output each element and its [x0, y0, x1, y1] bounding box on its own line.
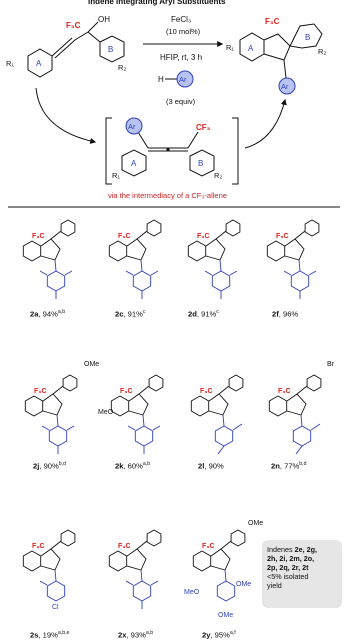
- product-r1-label: R₁: [226, 43, 234, 52]
- compound-caption-2j: 2j, 90%$^{b,d}$: [33, 461, 66, 471]
- from-intermediate-arrow: [245, 100, 285, 148]
- compound-caption-2k: 2k, 60%$^{a,b}$: [115, 461, 151, 471]
- intermediate-r2-label: R₂: [214, 171, 223, 180]
- reagent-catalyst: FeCl₃: [171, 15, 192, 24]
- compound-structure-2d: [188, 220, 240, 299]
- compound-f3c-label-2a: F₃C: [32, 233, 45, 240]
- br-label-2n: Br: [327, 361, 334, 368]
- compound-structure-2l: [191, 375, 243, 454]
- reagent-ar-label: Ar: [179, 75, 187, 84]
- ome-label-2y-right: OMe: [236, 581, 252, 588]
- compound-f3c-label-2x: F₃C: [118, 543, 131, 550]
- compound-structure-2k: [111, 375, 163, 454]
- reagent-arene-equiv: (3 equiv): [166, 97, 196, 106]
- compound-f3c-label-2d: F₃C: [197, 233, 210, 240]
- compound-f3c-label-2s: F₃C: [32, 543, 45, 550]
- compound-f3c-label-2l: F₃C: [200, 388, 213, 395]
- compound-structure-2j: [25, 375, 77, 454]
- product-r2-label: R₂: [318, 47, 327, 56]
- intermediate-ring-a-label: A: [131, 159, 137, 168]
- meo-label-2k: MeO: [98, 409, 114, 416]
- intermediate-caption: via the intermediacy of a CF₃-allene: [108, 191, 227, 200]
- ome-label-2y-bottom: OMe: [218, 612, 234, 619]
- compound-structure-2c: [109, 220, 161, 299]
- note-line5: yield: [267, 581, 282, 590]
- intermediate-ar-label: Ar: [128, 122, 136, 131]
- compound-structure-2a: [23, 220, 75, 299]
- meo-label-2y: MeO: [184, 589, 200, 596]
- compound-caption-2s: 2s, 19%$^{a,b,e}$: [30, 630, 70, 640]
- starting-ring-a-label: A: [36, 59, 42, 68]
- intermediate-cf3-label: CF₃: [196, 123, 211, 132]
- compound-caption-2l: 2l, 90%: [198, 461, 224, 471]
- compound-f3c-label-2n: F₃C: [278, 388, 291, 395]
- low-yield-note-box: [262, 540, 342, 608]
- intermediate-ring-b-label: B: [198, 159, 204, 168]
- reagent-conditions: HFIP, rt, 3 h: [160, 53, 203, 62]
- note-line4: <5% isolated: [267, 572, 309, 581]
- compound-caption-2a: 2a, 94%$^{a,b}$: [30, 309, 66, 319]
- compound-f3c-label-2j: F₃C: [34, 388, 47, 395]
- note-line1-bold: 2e, 2g,: [294, 545, 317, 554]
- starting-ring-b-label: B: [108, 45, 114, 54]
- compound-structure-2f: [267, 220, 319, 299]
- compound-caption-2y: 2y, 95%$^{a,f}$: [202, 630, 236, 640]
- compound-f3c-label-2y: F₃C: [202, 543, 215, 550]
- ome-label-2y-top: OMe: [248, 520, 264, 527]
- product-ring-b-label: B: [305, 33, 311, 42]
- compound-structure-2x: [109, 530, 161, 609]
- compound-caption-2f: 2f, 96%: [272, 309, 299, 319]
- compound-structure-2n: [269, 375, 321, 454]
- compound-caption-2n: 2n, 77%$^{b,d}$: [271, 461, 307, 471]
- intermediate-dot-icon: [166, 148, 169, 151]
- starting-r1-label: R₁: [6, 59, 14, 68]
- compound-f3c-label-2f: F₃C: [276, 233, 289, 240]
- compound-f3c-label-2k: F₃C: [120, 388, 133, 395]
- product-ar-label: Ar: [281, 82, 289, 91]
- product-ring-a-label: A: [248, 44, 254, 53]
- header-title-partial: Indene Integrating Aryl Substituents: [88, 0, 226, 6]
- ome-label-2j: OMe: [84, 361, 100, 368]
- note-line3-bold: 2p, 2q, 2r, 2t: [267, 563, 309, 572]
- compound-caption-2x: 2x, 93%$^{a,b}$: [118, 630, 154, 640]
- note-line2-bold: 2h, 2i, 2m, 2o,: [267, 554, 315, 563]
- compound-caption-2c: 2c, 91%$^c$: [115, 309, 146, 319]
- compound-structure-2y: [193, 530, 245, 601]
- to-intermediate-arrow: [36, 88, 95, 142]
- reagent-loading: (10 mol%): [166, 27, 201, 36]
- compound-f3c-label-2c: F₃C: [118, 233, 131, 240]
- starting-f3c-label: F₃C: [66, 21, 81, 30]
- starting-r2-label: R₂: [118, 63, 127, 72]
- note-line1-prefix: Indenes: [267, 545, 295, 554]
- cl-label-2s: Cl: [52, 604, 59, 611]
- product-f3c-label: F₃C: [265, 17, 280, 26]
- starting-oh-label: OH: [98, 15, 110, 24]
- compound-caption-2d: 2d, 91%$^c$: [188, 309, 219, 319]
- intermediate-r1-label: R₁: [112, 171, 120, 180]
- reagent-h-label: H: [158, 75, 164, 84]
- compound-structure-2s: [23, 530, 75, 601]
